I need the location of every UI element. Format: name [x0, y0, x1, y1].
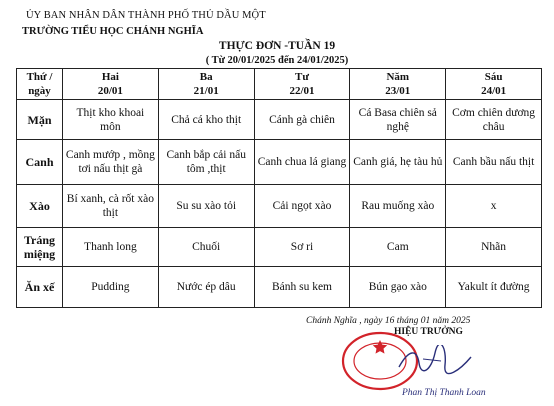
- table-row: [17, 267, 542, 308]
- column-header: [63, 69, 159, 100]
- table-cell: Sơ ri: [254, 228, 350, 267]
- page-title: THỰC ĐƠN -TUẦN 19: [218, 40, 336, 52]
- table-cell: Canh giá, hẹ tàu hủ: [350, 140, 446, 185]
- table-cell: Su su xào tỏi: [158, 185, 254, 228]
- table-cell: Bánh su kem: [254, 267, 350, 308]
- table-cell: Canh bắp cải nấu tôm ,thịt: [158, 140, 254, 185]
- corner-cell: [17, 69, 63, 100]
- table-cell: Bún gạo xào: [350, 267, 446, 308]
- table-cell: Yakult ít đường: [446, 267, 542, 308]
- header-school: TRƯỜNG TIỂU HỌC CHÁNH NGHĨA: [22, 26, 204, 37]
- table-cell: Bí xanh, cà rốt xào thịt: [63, 185, 159, 228]
- table-cell: Canh bầu nấu thịt: [446, 140, 542, 185]
- table-cell: Nước ép dâu: [158, 267, 254, 308]
- column-header: [350, 69, 446, 100]
- table-cell: Nhãn: [446, 228, 542, 267]
- page-subtitle: ( Từ 20/01/2025 đến 24/01/2025): [205, 55, 349, 66]
- table-cell: Cơm chiên dương châu: [446, 100, 542, 140]
- table-row: [17, 100, 542, 140]
- column-day: Năm: [386, 71, 410, 83]
- column-header: [446, 69, 542, 100]
- table-row: [17, 228, 542, 267]
- column-day: Ba: [199, 71, 213, 83]
- signature-name: Phan Thị Thanh Loan: [402, 388, 486, 398]
- signature-role: HIỆU TRƯỞNG: [394, 327, 463, 337]
- table-cell: Canh chua lá giang: [254, 140, 350, 185]
- column-date: 22/01: [289, 85, 315, 97]
- table-cell: Rau muống xào: [350, 185, 446, 228]
- row-label: Ăn xế: [17, 267, 63, 308]
- header-authority: ỦY BAN NHÂN DÂN THÀNH PHỐ THỦ DẦU MỘT: [26, 10, 266, 21]
- table-row: [17, 185, 542, 228]
- menu-table: [16, 68, 542, 308]
- table-cell: Chả cá kho thịt: [158, 100, 254, 140]
- table-cell: Thịt kho khoai môn: [63, 100, 159, 140]
- table-cell: Thanh long: [63, 228, 159, 267]
- table-header-row: [17, 69, 542, 100]
- column-day: Tư: [295, 71, 309, 83]
- table-cell: Chuối: [158, 228, 254, 267]
- row-label: Xào: [17, 185, 63, 228]
- table-cell: x: [446, 185, 542, 228]
- table-cell: Cam: [350, 228, 446, 267]
- row-label: Tráng miệng: [17, 228, 63, 267]
- column-day: Sáu: [484, 71, 503, 83]
- column-header: [158, 69, 254, 100]
- signature-scribble-icon: [395, 345, 475, 375]
- table-cell: Cải ngọt xào: [254, 185, 350, 228]
- column-day: Hai: [101, 71, 119, 83]
- table-cell: Pudding: [63, 267, 159, 308]
- column-date: 20/01: [97, 85, 123, 97]
- column-date: 24/01: [481, 85, 507, 97]
- row-label: Mặn: [17, 100, 63, 140]
- corner-label: Thứ / ngày: [26, 71, 53, 97]
- column-header: [254, 69, 350, 100]
- signature-date: Chánh Nghĩa , ngày 16 tháng 01 năm 2025: [306, 316, 471, 326]
- table-cell: Cánh gà chiên: [254, 100, 350, 140]
- column-date: 21/01: [193, 85, 219, 97]
- column-date: 23/01: [385, 85, 411, 97]
- row-label: Canh: [17, 140, 63, 185]
- table-row: [17, 140, 542, 185]
- table-cell: Cá Basa chiên sả nghệ: [350, 100, 446, 140]
- table-cell: Canh mướp , mồng tơi nấu thịt gà: [63, 140, 159, 185]
